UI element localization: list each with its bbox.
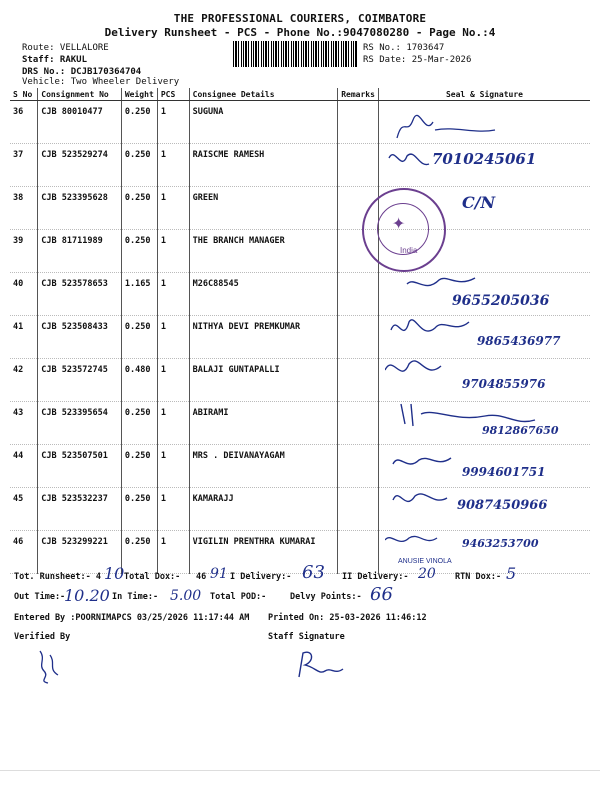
sno: 36 [10, 101, 38, 144]
pcs: 1 [157, 230, 189, 273]
handwritten-number: 9087450966 [456, 498, 548, 513]
drs-label: DRS No.: DCJB170364704 [22, 67, 142, 77]
sno: 44 [10, 445, 38, 488]
consignee: ABIRAMI [189, 402, 338, 445]
i-delivery-handwritten: 63 [302, 562, 325, 583]
pcs: 1 [157, 187, 189, 230]
col-sno: S No [10, 88, 38, 101]
weight: 1.165 [121, 273, 157, 316]
weight: 0.250 [121, 445, 157, 488]
weight: 0.250 [121, 101, 157, 144]
table-header-row [10, 88, 590, 101]
col-seal: Seal & Signature [378, 88, 590, 101]
col-consignee: Consignee Details [189, 88, 338, 101]
seal-stamp [362, 188, 446, 272]
weight: 0.250 [121, 488, 157, 531]
remarks [338, 101, 379, 144]
consignee: THE BRANCH MANAGER [189, 230, 338, 273]
consignment-no: CJB 523299221 [38, 531, 122, 574]
remarks [338, 144, 379, 187]
delvy-points-label: Delvy Points:- [290, 592, 362, 602]
handwritten-number: 7010245061 [431, 150, 537, 168]
staff-signature [295, 645, 355, 685]
consignee: MRS . DEIVANAYAGAM [189, 445, 338, 488]
out-time-label: Out Time:- [14, 592, 66, 602]
weight: 0.250 [121, 144, 157, 187]
sno: 39 [10, 230, 38, 273]
handwritten-number: 9994601751 [461, 465, 546, 479]
consignment-no: CJB 81711989 [38, 230, 122, 273]
ii-delivery-handwritten: 20 [418, 566, 436, 582]
barcode [233, 41, 358, 67]
tot-runsheet-handwritten: 10 [104, 564, 125, 583]
printed-on: Printed On: 25-03-2026 11:46:12 [268, 613, 427, 623]
weight: 0.250 [121, 316, 157, 359]
weight: 0.480 [121, 359, 157, 402]
remarks [338, 445, 379, 488]
pcs: 1 [157, 488, 189, 531]
out-time-handwritten: 10.20 [64, 586, 110, 605]
handwritten-number: 9463253700 [461, 537, 539, 550]
col-remarks: Remarks [338, 88, 379, 101]
col-weight: Weight [121, 88, 157, 101]
ii-delivery-label: II Delivery:- [342, 572, 409, 582]
remarks [338, 531, 379, 574]
staff-signature-label: Staff Signature [268, 632, 345, 642]
sno: 46 [10, 531, 38, 574]
consignment-no: CJB 523508433 [38, 316, 122, 359]
consignee: VIGILIN PRENTHRA KUMARAI [189, 531, 338, 574]
weight: 0.250 [121, 230, 157, 273]
star-icon: ✦ [392, 210, 406, 235]
pcs: 1 [157, 273, 189, 316]
remarks [338, 273, 379, 316]
vehicle-label: Vehicle: Two Wheeler Delivery [22, 77, 180, 87]
sno: 45 [10, 488, 38, 531]
route-label: Route: VELLALORE [22, 43, 109, 53]
rs-date: RS Date: 25-Mar-2026 [363, 55, 472, 65]
company-title: THE PROFESSIONAL COURIERS, COIMBATORE [173, 12, 427, 25]
entered-by: Entered By :POORNIMAPCS 03/25/2026 11:17:44 AM [14, 613, 250, 623]
total-dox-handwritten: 91 [210, 566, 228, 582]
handwritten-number: C/N [461, 193, 496, 212]
consignee: KAMARAJJ [189, 488, 338, 531]
handwritten-number: 9704855976 [461, 377, 546, 391]
consignment-no: CJB 523572745 [38, 359, 122, 402]
consignment-no: CJB 523395654 [38, 402, 122, 445]
sno: 41 [10, 316, 38, 359]
weight: 0.250 [121, 531, 157, 574]
consignee: RAISCME RAMESH [189, 144, 338, 187]
i-delivery-label: I Delivery:- [230, 572, 292, 582]
in-time-handwritten: 5.00 [170, 588, 202, 604]
pcs: 1 [157, 445, 189, 488]
pcs: 1 [157, 101, 189, 144]
consignment-no: CJB 523578653 [38, 273, 122, 316]
col-pcs: PCS [157, 88, 189, 101]
pcs: 1 [157, 531, 189, 574]
sno: 37 [10, 144, 38, 187]
sno: 38 [10, 187, 38, 230]
pcs: 1 [157, 144, 189, 187]
consignment-no: CJB 80010477 [38, 101, 122, 144]
pcs: 1 [157, 316, 189, 359]
pcs: 1 [157, 402, 189, 445]
verifier-signature [30, 645, 70, 685]
total-dox-label: Total Dox:- [124, 572, 181, 582]
consignment-no: CJB 523529274 [38, 144, 122, 187]
consignee: SUGUNA [189, 101, 338, 144]
remarks [338, 402, 379, 445]
consignee: M26C88545 [189, 273, 338, 316]
tot-runsheet-label: Tot. Runsheet:- 4 [14, 572, 101, 582]
page-divider [0, 770, 600, 771]
sno: 40 [10, 273, 38, 316]
consignment-no: CJB 523395628 [38, 187, 122, 230]
in-time-label: In Time:- [112, 592, 159, 602]
total-pod-label: Total POD:- [210, 592, 267, 602]
runsheet-subtitle: Delivery Runsheet - PCS - Phone No.:9047080280 - Page No.:4 [104, 26, 496, 39]
consignment-no: CJB 523532237 [38, 488, 122, 531]
handwritten-number: 9812867650 [481, 424, 559, 437]
rtn-dox-handwritten: 5 [506, 564, 517, 583]
rtn-dox-label: RTN Dox:- [455, 572, 502, 582]
handwritten-name: ANUSIE VINOLA [398, 558, 452, 565]
weight: 0.250 [121, 187, 157, 230]
signature-scribbles [385, 108, 585, 568]
total-dox-value: 46 [196, 572, 207, 582]
consignment-no: CJB 523507501 [38, 445, 122, 488]
delvy-points-handwritten: 66 [370, 584, 393, 605]
weight: 0.250 [121, 402, 157, 445]
consignee: NITHYA DEVI PREMKUMAR [189, 316, 338, 359]
consignee: BALAJI GUNTAPALLI [189, 359, 338, 402]
handwritten-number: 9865436977 [476, 334, 561, 348]
verified-by-label: Verified By [14, 632, 71, 642]
sno: 42 [10, 359, 38, 402]
sno: 43 [10, 402, 38, 445]
pcs: 1 [157, 359, 189, 402]
remarks [338, 359, 379, 402]
remarks [338, 316, 379, 359]
staff-label: Staff: RAKUL [22, 55, 88, 65]
consignee: GREEN [189, 187, 338, 230]
col-consignment: Consignment No [38, 88, 122, 101]
stamp-text: India [400, 246, 418, 255]
remarks [338, 488, 379, 531]
rs-number: RS No.: 1703647 [363, 43, 445, 53]
handwritten-number: 9655205036 [451, 293, 550, 309]
